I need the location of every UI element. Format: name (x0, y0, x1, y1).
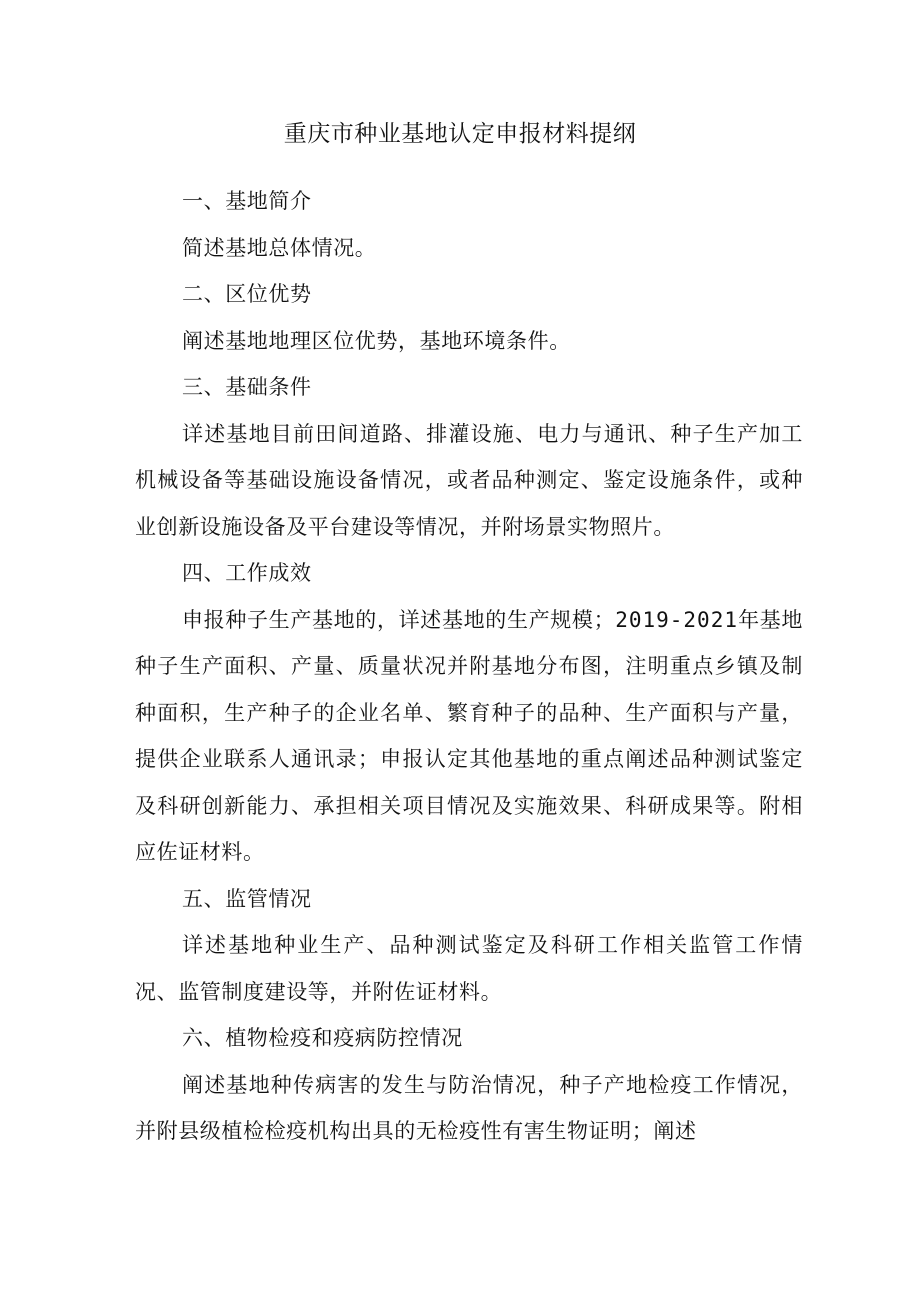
section-heading-intro: 一、基地简介 (182, 189, 312, 213)
section-heading-results: 四、工作成效 (182, 561, 312, 585)
document-body (135, 178, 803, 1155)
section-heading-supervision: 五、监管情况 (182, 886, 312, 911)
section-heading-quarantine: 六、植物检疫和疫病防控情况 (182, 1026, 463, 1050)
section-body-infrastructure: 详述基地目前田间道路、排灌设施、电力与通讯、种子生产加工机械设备等基础设施设备情况，或者品种测定、鉴定设施条件，或种业创新设施设备及平台建设等情况，并附场景实物照片。 (135, 421, 803, 539)
section-heading-location: 二、区位优势 (182, 282, 312, 306)
document-title: 重庆市种业基地认定申报材料提纲 (283, 121, 637, 147)
results-text-part-b: 年基地种子生产面积、产量、质量状况并附基地分布图，注明重点乡镇及制种面积，生产种子的企业名单、繁育种子的品种、生产面积与产量，提供企业联系人通讯录；申报认定其他基地的重点阐述品种测试鉴定及科研创新能力、承担相关项目情况及实施效果、科研成果等。附相应佐证材料。 (135, 607, 803, 864)
section-body-results (135, 597, 803, 876)
results-year-range: 2019-2021 (615, 607, 738, 632)
section-body-location: 阐述基地地理区位优势，基地环境条件。 (182, 328, 571, 353)
results-text-part-a: 申报种子生产基地的，详述基地的生产规模； (182, 607, 616, 632)
section-heading-infrastructure: 三、基础条件 (182, 375, 312, 399)
section-body-supervision: 详述基地种业生产、品种测试鉴定及科研工作相关监管工作情况、监管制度建设等，并附佐证材料。 (135, 933, 803, 1004)
section-body-intro: 简述基地总体情况。 (182, 235, 377, 260)
section-body-quarantine: 阐述基地种传病害的发生与防治情况，种子产地检疫工作情况，并附县级植检检疫机构出具的无检疫性有害生物证明；阐述 (135, 1072, 803, 1143)
